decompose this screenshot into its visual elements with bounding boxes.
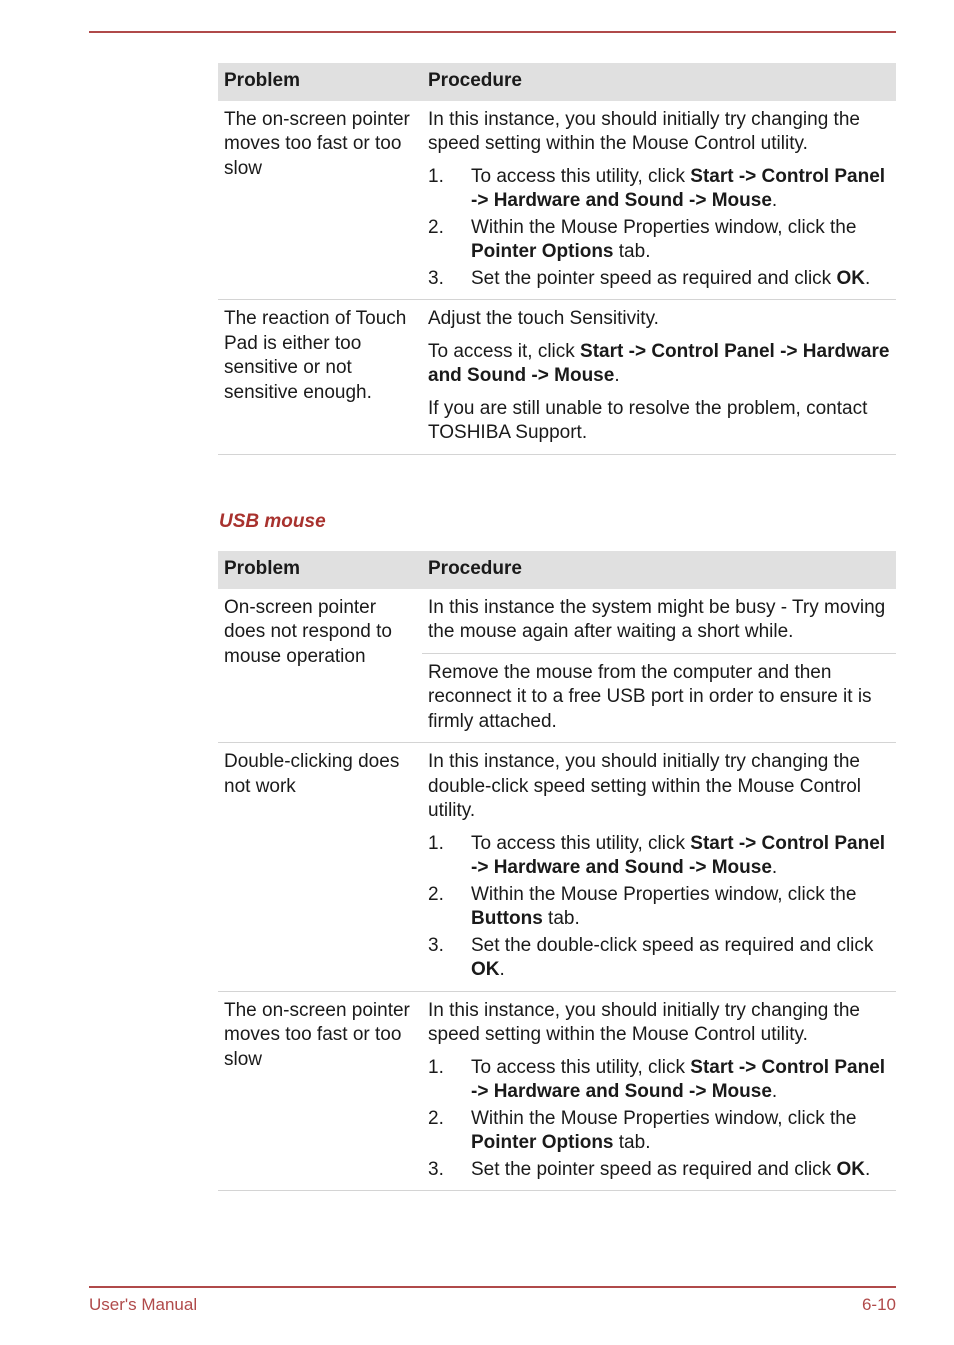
paragraph-text: To access it, click bbox=[428, 340, 581, 362]
step-number: 2. bbox=[428, 216, 444, 238]
paragraph-emphasis: Start -> Control Panel -> Hardware and Sound -> Mouse bbox=[428, 340, 890, 386]
step-text: Within the Mouse Properties window, click the bbox=[471, 1107, 857, 1129]
step-text-end: tab. bbox=[613, 241, 651, 262]
list-item bbox=[428, 216, 890, 265]
list-item bbox=[428, 1158, 890, 1183]
step-text: Set the pointer speed as required and click bbox=[471, 267, 837, 289]
step-emphasis: Buttons bbox=[471, 908, 543, 929]
procedure-paragraph: Adjust the touch Sensitivity. bbox=[428, 308, 659, 329]
step-text-end: . bbox=[771, 190, 778, 211]
list-item bbox=[428, 934, 890, 983]
paragraph-text-end: . bbox=[614, 365, 620, 386]
step-text-end: . bbox=[864, 267, 871, 289]
list-item bbox=[428, 832, 890, 881]
step-emphasis: Start -> Control Panel -> Hardware and Sound -> Mouse bbox=[471, 832, 886, 878]
procedure-cell: In this instance the system might be busy - Try moving the mouse again after waiting a short while. bbox=[422, 589, 896, 654]
table-row bbox=[218, 743, 896, 992]
step-text-end: . bbox=[771, 1081, 778, 1102]
step-text: To access this utility, click bbox=[471, 832, 691, 854]
touchpad-troubleshooting-table bbox=[218, 63, 896, 455]
step-text-end: tab. bbox=[613, 1132, 651, 1153]
step-emphasis: OK bbox=[471, 959, 500, 980]
step-text: Within the Mouse Properties window, click the bbox=[471, 883, 857, 905]
step-text: To access this utility, click bbox=[471, 165, 691, 187]
procedure-steps bbox=[428, 1056, 890, 1183]
table-row bbox=[218, 589, 896, 654]
header-rule bbox=[89, 31, 896, 33]
step-emphasis: Pointer Options bbox=[471, 1132, 614, 1153]
step-number: 1. bbox=[428, 832, 444, 854]
procedure-cell bbox=[422, 101, 896, 300]
step-text-end: . bbox=[864, 1158, 871, 1180]
problem-cell: The on-screen pointer moves too fast or too slow bbox=[218, 101, 422, 300]
table-header-row bbox=[218, 551, 896, 589]
step-text: Set the double-click speed as required and click bbox=[471, 934, 874, 956]
procedure-cell bbox=[422, 991, 896, 1191]
header-procedure: Procedure bbox=[422, 63, 896, 101]
step-number: 2. bbox=[428, 883, 444, 905]
step-emphasis: OK bbox=[836, 267, 865, 289]
section-title: USB mouse bbox=[219, 511, 326, 532]
usb-mouse-troubleshooting-table bbox=[218, 551, 896, 1191]
step-number: 3. bbox=[428, 1158, 444, 1180]
step-text: Set the pointer speed as required and click bbox=[471, 1158, 837, 1180]
procedure-cell: Remove the mouse from the computer and then reconnect it to a free USB port in order to ensure it is firmly attached. bbox=[422, 653, 896, 743]
procedure-steps bbox=[428, 832, 890, 983]
header-problem: Problem bbox=[218, 551, 422, 589]
footer-manual-title: User's Manual bbox=[89, 1295, 198, 1314]
footer-rule bbox=[89, 1286, 896, 1288]
table-header-row bbox=[218, 63, 896, 101]
step-text: To access this utility, click bbox=[471, 1056, 691, 1078]
step-number: 2. bbox=[428, 1107, 444, 1129]
procedure-paragraph bbox=[428, 340, 890, 389]
step-emphasis: Start -> Control Panel -> Hardware and Sound -> Mouse bbox=[471, 1056, 886, 1102]
step-number: 1. bbox=[428, 1056, 444, 1078]
problem-cell: Double-clicking does not work bbox=[218, 743, 422, 992]
step-emphasis: Start -> Control Panel -> Hardware and Sound -> Mouse bbox=[471, 165, 886, 211]
step-text-end: tab. bbox=[542, 908, 580, 929]
procedure-paragraph: If you are still unable to resolve the problem, contact TOSHIBA Support. bbox=[428, 397, 868, 443]
table-row bbox=[218, 991, 896, 1191]
list-item bbox=[428, 1107, 890, 1156]
list-item bbox=[428, 267, 890, 292]
step-emphasis: Pointer Options bbox=[471, 241, 614, 262]
header-procedure: Procedure bbox=[422, 551, 896, 589]
step-text-end: . bbox=[499, 959, 505, 980]
procedure-intro: In this instance, you should initially try changing the double-click speed setting within the Mouse Control utility. bbox=[428, 751, 862, 821]
table-row bbox=[218, 300, 896, 455]
problem-cell: The reaction of Touch Pad is either too sensitive or not sensitive enough. bbox=[218, 300, 422, 455]
problem-cell: The on-screen pointer moves too fast or too slow bbox=[218, 991, 422, 1191]
table-row bbox=[218, 101, 896, 300]
list-item bbox=[428, 1056, 890, 1105]
list-item bbox=[428, 165, 890, 214]
procedure-intro: In this instance, you should initially try changing the speed setting within the Mouse Control utility. bbox=[428, 108, 860, 154]
header-problem: Problem bbox=[218, 63, 422, 101]
procedure-intro: In this instance, you should initially try changing the speed setting within the Mouse Control utility. bbox=[428, 999, 860, 1045]
step-text-end: . bbox=[771, 857, 778, 878]
step-number: 3. bbox=[428, 267, 444, 289]
step-number: 1. bbox=[428, 165, 444, 187]
procedure-cell bbox=[422, 743, 896, 992]
step-number: 3. bbox=[428, 934, 444, 956]
procedure-cell bbox=[422, 300, 896, 455]
problem-cell: On-screen pointer does not respond to mouse operation bbox=[218, 589, 422, 743]
list-item bbox=[428, 883, 890, 932]
step-text: Within the Mouse Properties window, click the bbox=[471, 216, 857, 238]
procedure-steps bbox=[428, 165, 890, 292]
step-emphasis: OK bbox=[836, 1158, 865, 1180]
footer-page-number: 6-10 bbox=[861, 1295, 896, 1314]
